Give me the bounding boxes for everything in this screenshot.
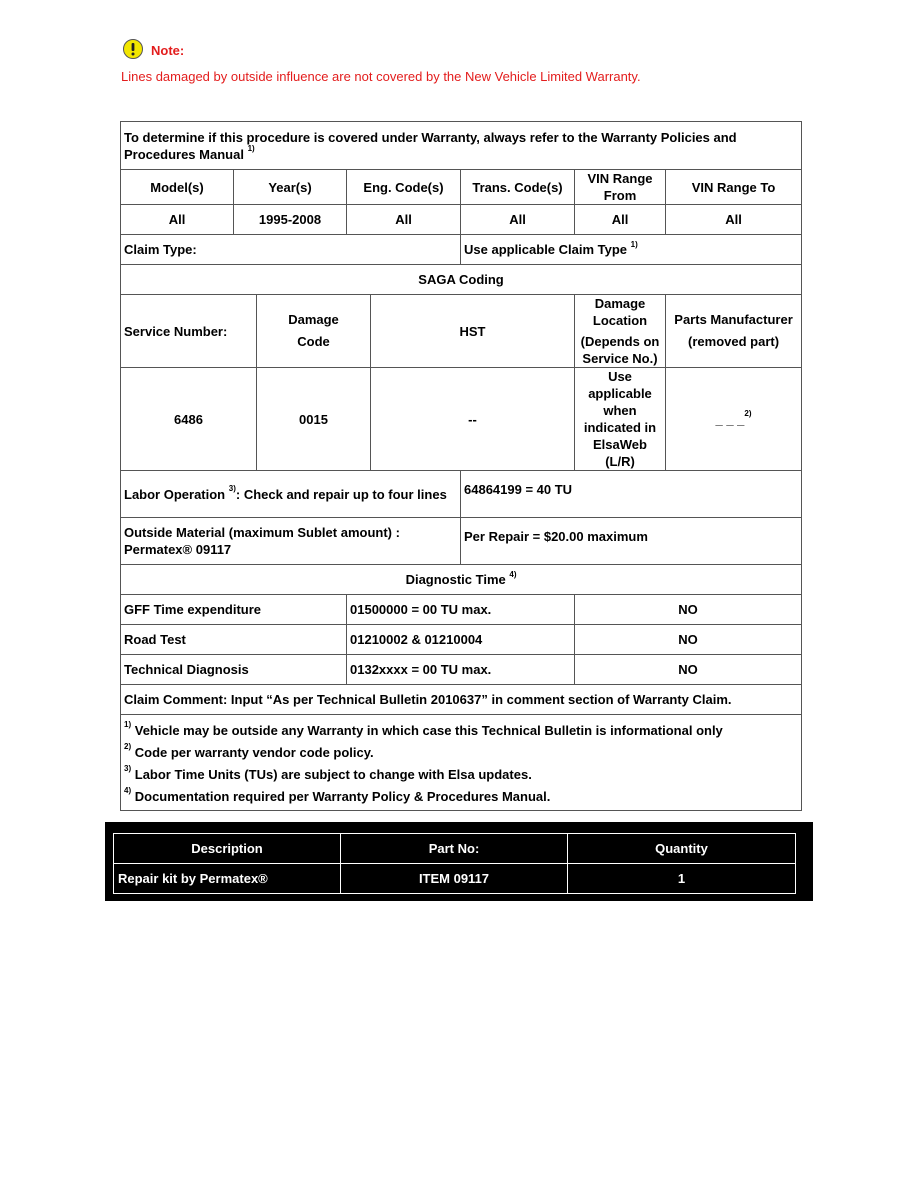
- header-models: Model(s): [121, 170, 234, 205]
- claim-type-value: Use applicable Claim Type $^{1)}$: [461, 235, 802, 265]
- diag-label: Technical Diagnosis: [121, 655, 347, 685]
- vehicle-header-row: [121, 170, 802, 205]
- saga-hst: --: [371, 368, 575, 471]
- diag-code: 01210002 & 01210004: [347, 625, 575, 655]
- footnote: $^{1)}$ Vehicle may be outside any Warranty in which case this Technical Bulletin is informational only: [124, 720, 723, 738]
- diag-code: 01500000 = 00 TU max.: [347, 595, 575, 625]
- value-trans-codes: All: [461, 205, 575, 235]
- parts-header-quantity: Quantity: [568, 834, 796, 864]
- header-years: Year(s): [234, 170, 347, 205]
- saga-parts-manufacturer: _ _ _$^{2)}$: [666, 368, 802, 471]
- outside-material-row: [121, 518, 802, 565]
- outside-material-label: Outside Material (maximum Sublet amount) : Permatex® 09117: [121, 518, 461, 565]
- value-years: 1995-2008: [234, 205, 347, 235]
- header-vin-to: VIN Range To: [666, 170, 802, 205]
- diag-code: 0132xxxx = 00 TU max.: [347, 655, 575, 685]
- saga-value-row: [121, 368, 802, 471]
- note-text: Lines damaged by outside influence are not covered by the New Vehicle Limited Warranty.: [121, 69, 641, 84]
- outside-material-value: Per Repair = $20.00 maximum: [461, 518, 802, 565]
- saga-damage-location-header: Damage Location (Depends on Service No.): [575, 295, 666, 368]
- value-eng-codes: All: [347, 205, 461, 235]
- header-trans-codes: Trans. Code(s): [461, 170, 575, 205]
- header-eng-codes: Eng. Code(s): [347, 170, 461, 205]
- labor-row: [121, 471, 802, 518]
- saga-damage-code-header: Damage Code: [257, 295, 371, 368]
- warning-icon: [122, 38, 144, 60]
- labor-operation-value: 64864199 = 40 TU: [461, 471, 802, 518]
- claim-type-label: Claim Type:: [121, 235, 461, 265]
- parts-quantity: 1: [568, 864, 796, 894]
- note-label: Note:: [151, 43, 185, 58]
- value-vin-to: All: [666, 205, 802, 235]
- saga-damage-code: 0015: [257, 368, 371, 471]
- diag-row: [121, 625, 802, 655]
- value-models: All: [121, 205, 234, 235]
- diag-flag: NO: [575, 595, 802, 625]
- note-block: [122, 38, 184, 60]
- footnotes: [121, 715, 802, 811]
- parts-header-description: Description: [114, 834, 341, 864]
- saga-header-row: [121, 295, 802, 368]
- warranty-intro: To determine if this procedure is covered under Warranty, always refer to the Warranty Policies and Procedures Manual $^{1)}$: [121, 122, 802, 170]
- vehicle-value-row: [121, 205, 802, 235]
- saga-parts-manufacturer-header: Parts Manufacturer (removed part): [666, 295, 802, 368]
- parts-header-part-no: Part No:: [341, 834, 568, 864]
- value-vin-from: All: [575, 205, 666, 235]
- parts-table: [113, 833, 796, 894]
- claim-type-row: [121, 235, 802, 265]
- parts-row: [114, 864, 796, 894]
- note-header: [122, 38, 184, 60]
- saga-hst-header: HST: [371, 295, 575, 368]
- footnote: $^{4)}$ Documentation required per Warranty Policy & Procedures Manual.: [124, 786, 551, 804]
- diag-row: [121, 655, 802, 685]
- diag-label: Road Test: [121, 625, 347, 655]
- saga-coding-title: SAGA Coding: [121, 265, 802, 295]
- saga-damage-location: Use applicable when indicated in ElsaWeb (L/R): [575, 368, 666, 471]
- parts-header-row: [114, 834, 796, 864]
- diag-label: GFF Time expenditure: [121, 595, 347, 625]
- parts-part-no: ITEM 09117: [341, 864, 568, 894]
- diag-flag: NO: [575, 625, 802, 655]
- saga-service-number-header: Service Number:: [121, 295, 257, 368]
- footnote: $^{2)}$ Code per warranty vendor code policy.: [124, 742, 374, 760]
- diag-flag: NO: [575, 655, 802, 685]
- saga-service-number: 6486: [121, 368, 257, 471]
- claim-comment: Claim Comment: Input “As per Technical Bulletin 2010637” in comment section of Warranty Claim.: [121, 685, 802, 715]
- header-vin-from: VIN Range From: [575, 170, 666, 205]
- warranty-table: [120, 121, 802, 811]
- parts-panel: [105, 822, 813, 901]
- diag-row: [121, 595, 802, 625]
- parts-description: Repair kit by Permatex®: [114, 864, 341, 894]
- footnote: $^{3)}$ Labor Time Units (TUs) are subject to change with Elsa updates.: [124, 764, 532, 782]
- diagnostic-time-title: Diagnostic Time $^{4)}$: [121, 565, 802, 595]
- labor-operation-label: Labor Operation $^{3)}$: Check and repair up to four lines: [121, 471, 461, 518]
